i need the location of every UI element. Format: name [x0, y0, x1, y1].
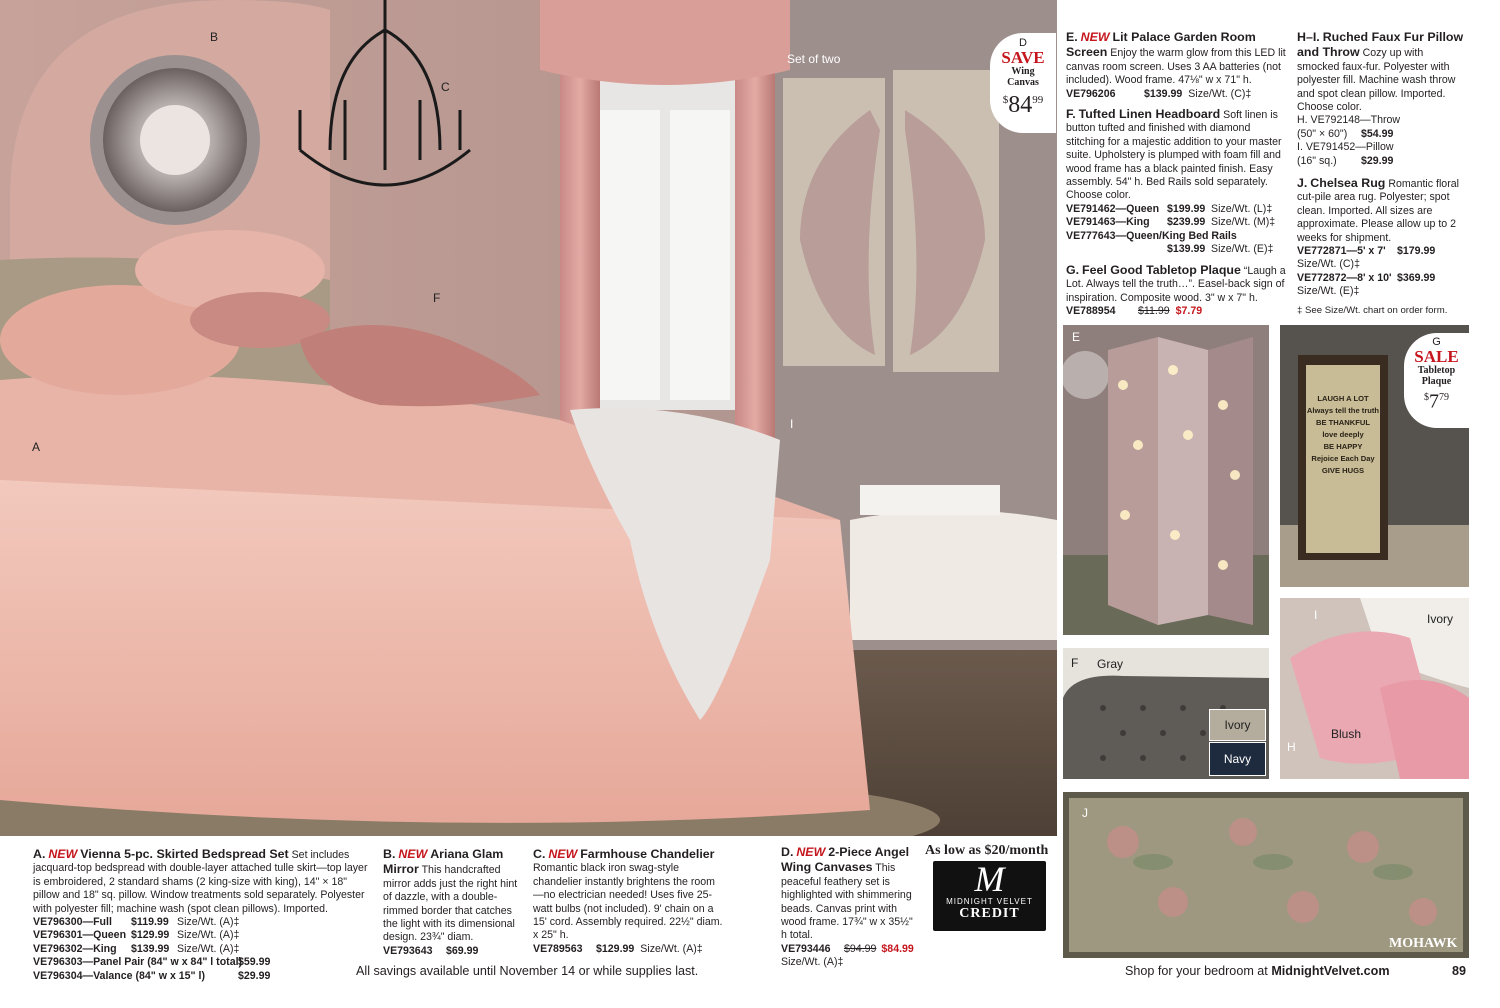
mv-monogram-icon: M	[974, 859, 1005, 899]
plaque-line: GIVE HUGS	[1321, 466, 1365, 475]
plaque-line: BE HAPPY	[1323, 442, 1363, 451]
photo-room-screen	[1063, 325, 1269, 635]
ivory-swatch[interactable]: Ivory	[1209, 709, 1266, 741]
photo-faux-fur	[1280, 598, 1469, 779]
shop-footer: Shop for your bedroom at MidnightVelvet.com	[1125, 964, 1390, 978]
sku-row: (50" × 60") $54.99	[1297, 127, 1394, 140]
badge-line-1: Wing	[1011, 66, 1035, 77]
sku-row: VE777643—Queen/King Bed Rails	[1066, 229, 1237, 242]
photo-rug	[1063, 792, 1469, 958]
plaque-line: Rejoice Each Day	[1311, 454, 1375, 463]
mohawk-logo: MOHAWK	[1389, 936, 1458, 951]
sku-line: H. VE792148—Throw	[1297, 114, 1401, 127]
item-c-description: C. NEW Farmhouse Chandelier Romantic black iron swag-style chandelier instantly brightens the room—no electrician needed! Uses five 25-watt bulbs (not included). 9' chain on a 15' cord. Assembly required. 22½" diam. x 25" h. VE789563 $129.99 Size/Wt. (A)‡	[533, 847, 723, 955]
sale-badge-g: G SALE Tabletop Plaque $^{\$}7^{79}$	[1404, 333, 1469, 428]
item-b-title: Ariana Glam Mirror	[383, 847, 504, 877]
item-g-title: Feel Good Tabletop Plaque	[1082, 263, 1241, 277]
photo-j-letter: J	[1082, 806, 1088, 820]
savings-note: All savings available until November 14 or while supplies last.	[356, 964, 699, 978]
page-number: 89	[1452, 964, 1467, 978]
blush-color-label: Blush	[1331, 727, 1362, 741]
item-a-description: A. NEW Vienna 5-pc. Skirted Bedspread Set Set includes jacquard-top bedspread with double-layer attached tulle skirt—top layer is embroidered, 2 standard shams (2 king-size with king), 14" × 18" pillow and 18" sq. pillow. Window treatments sold separately. Polyester with polyester fill; machine wash (spot clean pillows). Imported. VE796300—Full $119.99 Size/Wt. (A)‡ VE796301—Queen $129.99 Size/Wt. (A)‡ VE796302—King $139.99 Size/Wt. (A)‡ VE796303—Panel Pair (84" w x 84" l total) $59.99 VE796304—Valance (84" w x 15" l) $29.99	[33, 847, 375, 983]
photo-f-letter: F	[1071, 656, 1079, 670]
badge-letter: D	[1019, 37, 1027, 49]
sku-row: VE796301—Queen $129.99 Size/Wt. (A)‡	[33, 929, 240, 942]
item-letter-a: A	[32, 440, 41, 454]
item-d-title: 2-Piece Angel Wing Canvases	[781, 845, 910, 875]
sku-row: VE796304—Valance (84" w x 15" l) $29.99	[33, 969, 271, 982]
photo-e-letter: E	[1072, 330, 1081, 344]
item-letter-f: F	[433, 291, 441, 305]
item-j-title: Chelsea Rug	[1310, 176, 1386, 190]
midnight-velvet-credit-logo[interactable]: M MIDNIGHT VELVET CREDIT	[933, 861, 1046, 931]
sku-row: VE791463—King $239.99 Size/Wt. (M)‡	[1066, 216, 1276, 229]
item-hi-title: Ruched Faux Fur Pillow and Throw	[1297, 30, 1464, 60]
item-e-description: E. NEW Lit Palace Garden Room Screen Enjoy the warm glow from this LED lit canvas room screen. Uses 3 AA batteries (not included). Wood frame. 47⅛" w x 71" h. VE796206 $139.99 Size/Wt. (C)‡	[1066, 30, 1286, 100]
badge-line-2: Canvas	[1007, 77, 1039, 88]
sku-row: VE772872—8' x 10' $369.99	[1297, 271, 1436, 284]
ivory-color-label: Ivory	[1427, 612, 1454, 626]
size-chart-footnote: ‡ See Size/Wt. chart on order form.	[1297, 305, 1448, 316]
photo-headboard	[1063, 648, 1269, 779]
item-hi-description: H–I. Ruched Faux Fur Pillow and Throw Cozy up with smocked faux-fur. Polyester with polyester fill. Machine wash throw and spot clean pillow. Imported. Choose color. H. VE792148—Throw (50" × 60") $54.99 I. VE791452—Pillow (16" sq.) $29.99	[1297, 30, 1467, 168]
item-f-description: F. Tufted Linen Headboard Soft linen is button tufted and finished with diamond stitching for a majestic addition to your master suite. Upholstery is plumped with foam fill and wood frame has a black painted finish. Easy assembly. 54" h. Bed Rails sold separately. Choose color. VE791462—Queen $199.99 Size/Wt. (L)‡ VE791463—King $239.99 Size/Wt. (M)‡ VE777643—Queen/King Bed Rails $139.99 Size/Wt. (E)‡	[1066, 107, 1288, 256]
item-a-title: Vienna 5-pc. Skirted Bedspread Set	[80, 847, 289, 861]
save-badge-d	[990, 33, 1056, 133]
item-j-description: J. Chelsea Rug Romantic floral cut-pile area rug. Polyester; spot clean. Imported. All sizes are approximate. Please allow up to 2 weeks for shipment. VE772871—5' x 7' $179.99 Size/Wt. (C)‡ VE772872—8' x 10' $369.99 Size/Wt. (E)‡	[1297, 176, 1467, 299]
item-e-title: Lit Palace Garden Room Screen	[1066, 30, 1256, 60]
item-g-description: G. Feel Good Tabletop Plaque “Laugh a Lot. Always tell the truth…”. Easel-back sign of inspiration. Composite wood. 3" w x 7" h. VE788954 $11.99 $7.79	[1066, 263, 1286, 318]
photo-h-letter: H	[1287, 740, 1296, 754]
plaque-line: Always tell the truth	[1306, 406, 1380, 415]
item-letter-c: C	[441, 80, 450, 94]
item-b-description: B. NEW Ariana Glam Mirror This handcrafted mirror adds just the right hint of dazzle, with a double-rimmed border that catches the light with its dimensional design. 23¾" diam. VE793643 $69.99	[383, 847, 518, 957]
plaque-text	[1306, 393, 1380, 477]
item-d-description: D. NEW 2-Piece Angel Wing Canvases This peaceful feathery set is highlighted with shimmering beads. Canvas print with wood frame. 17¾" w x 35½" h total. VE793446 $94.99 $84.99 Size/Wt. (A)‡	[781, 845, 914, 969]
sku-row: (16" sq.) $29.99	[1297, 154, 1394, 167]
plaque-line: love deeply	[1322, 430, 1364, 439]
item-c-title: Farmhouse Chandelier	[580, 847, 715, 861]
photo-i-letter: I	[1314, 608, 1318, 622]
set-of-two-label: Set of two	[787, 52, 841, 66]
sku-row: VE796302—King $139.99 Size/Wt. (A)‡	[33, 942, 240, 955]
sku-row: VE796300—Full $119.99 Size/Wt. (A)‡	[33, 916, 240, 929]
sku-row: VE791462—Queen $199.99 Size/Wt. (L)‡	[1066, 202, 1273, 215]
size-line: Size/Wt. (C)‡	[1297, 258, 1360, 271]
item-letter-i: I	[790, 417, 794, 431]
sku-row: VE772871—5' x 7' $179.99	[1297, 245, 1436, 258]
gray-color-label: Gray	[1097, 657, 1124, 671]
plaque-line: LAUGH A LOT	[1317, 394, 1369, 403]
badge-price: $^{\$}84^{99}$	[1002, 92, 1044, 118]
size-line: Size/Wt. (E)‡	[1297, 285, 1360, 298]
sku-line: I. VE791452—Pillow	[1297, 141, 1394, 154]
navy-swatch[interactable]: Navy	[1209, 742, 1266, 776]
photo-tabletop-plaque	[1280, 325, 1469, 587]
sku-row: VE796303—Panel Pair (84" w x 84" l total) $59.99	[33, 956, 271, 969]
site-link[interactable]: MidnightVelvet.com	[1271, 964, 1390, 978]
sku-row: $139.99 Size/Wt. (E)‡	[1167, 243, 1274, 256]
item-f-title: Tufted Linen Headboard	[1078, 107, 1221, 121]
item-letter-b: B	[210, 30, 219, 44]
credit-as-low-text: As low as $20/month	[925, 843, 1049, 858]
badge-title: SAVE	[1001, 48, 1045, 67]
plaque-line: BE THANKFUL	[1316, 418, 1370, 427]
